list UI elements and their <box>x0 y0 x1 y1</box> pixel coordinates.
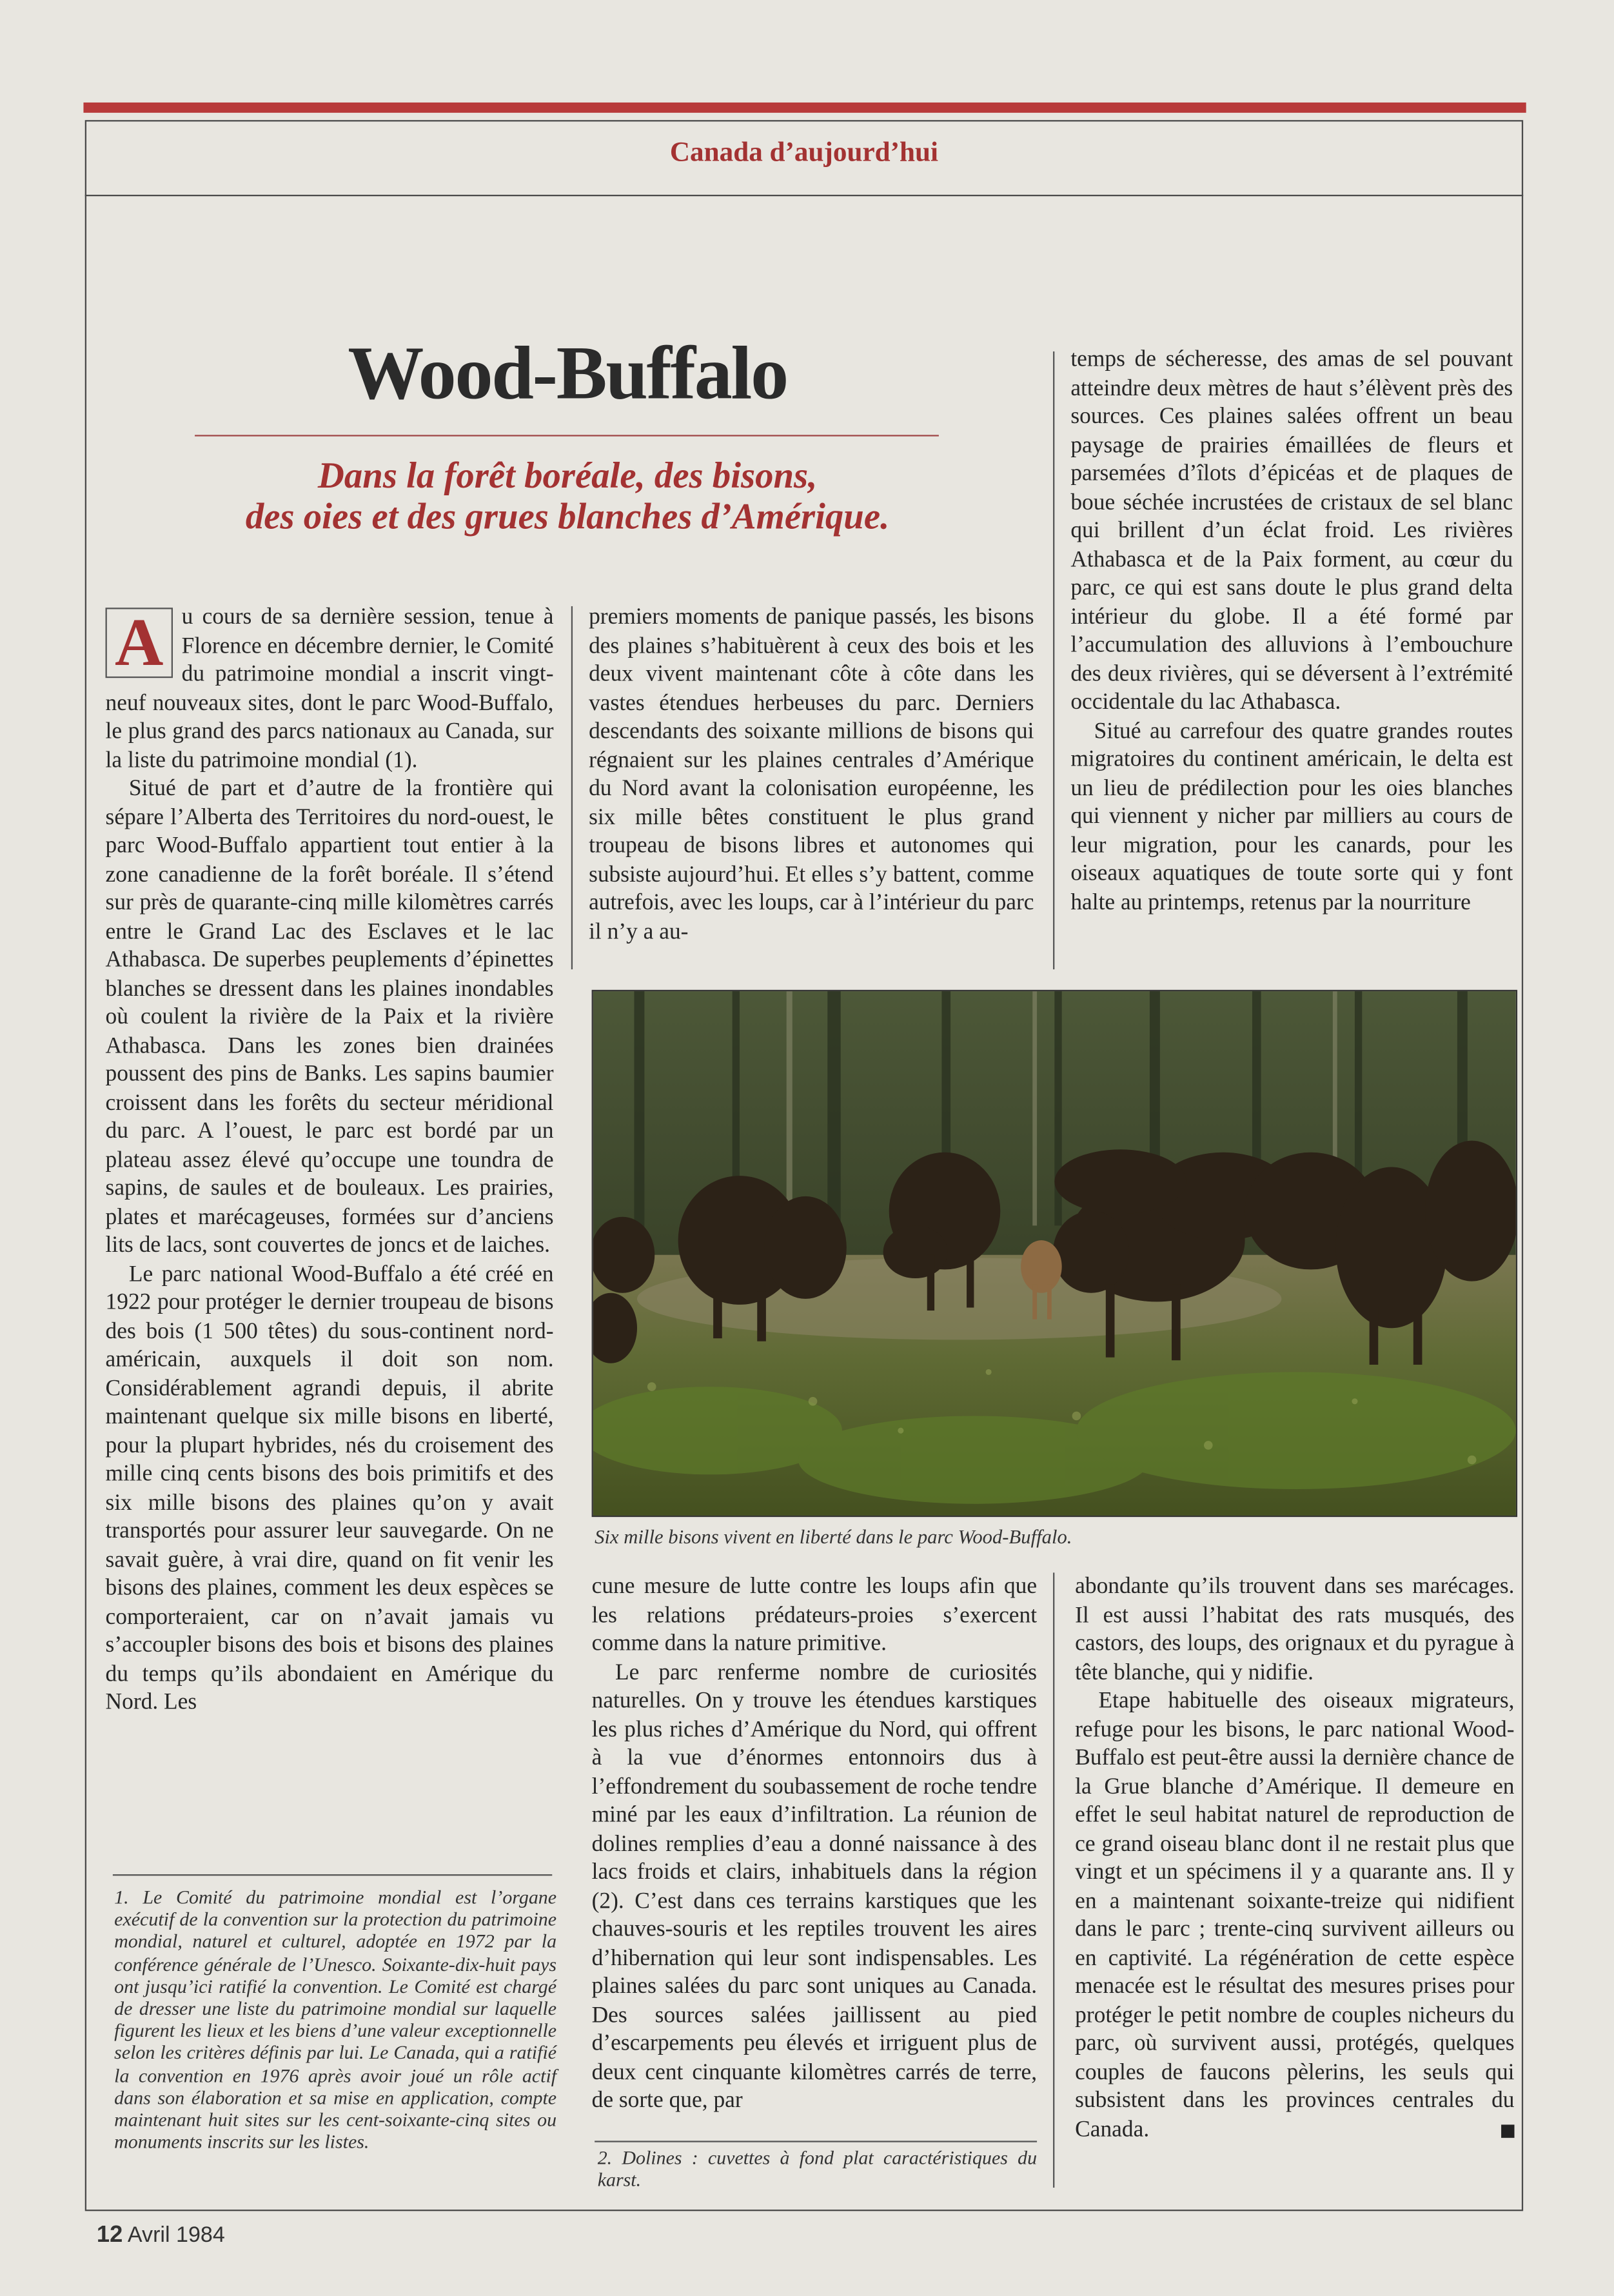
column-2-bottom <box>592 1572 1037 2115</box>
column-2-top: premiers moments de panique passés, les bisons des plaines s’habituèrent à ceux des bois et les deux vivent maintenant côte à côte dans les vastes étendues herbeuses du parc. Derniers descendants des soixante millions de bisons qui régnaient sur les plaines centrales d’Amérique du Nord avant la colonisation européenne, les six mille bêtes constituent le plus grand troupeau de bisons libres et autonomes qui subsiste aujourd’hui. Et elles s’y battent, comme autrefois, avec les loups, car à l’intérieur du parc il n’y a au- <box>589 604 1034 944</box>
paragraph: Le parc renferme nombre de curiosités naturelles. On y trouve les étendues karstiques les plus riches d’Amérique du Nord, qui offrent à la vue d’énormes entonnoirs dus à l’effondrement du soubassement de roche tendre miné par les eaux d’infiltration. La réunion de dolines remplies d’eau a donné naissance à des lacs froids et clairs, inhabituels dans la région (2). C’est dans ces terrains karstiques que les chauves-souris et les reptiles trouvent les aires d’hibernation qui leur sont indispensables. Les plaines salées du parc sont uniques au Canada. Des sources salées jaillissent au pied d’escarpements peu élevés et irriguent plus de deux cent cinquante kilomètres carrés de terre, de sorte que, par <box>591 1659 1038 2113</box>
paragraph: Le parc national Wood-Buffalo a été créé en 1922 pour protéger le dernier troupeau de bisons des bois (1 500 têtes) du sous-continent nord-américain, auxquels il doit son nom. Considérablement agrandi depuis, il abrite maintenant quelque six mille bisons en liberté, pour la plupart hybrides, nés du croisement des mille cinq cents bisons des bois primitifs et des six mille bisons des plaines qu’on y avait transportés pour assurer leur sauvegarde. On ne savait guère, à vrai dire, quand on fit venir les bisons des plaines, comment les deux espèces se comporteraient, car on n’avait jamais vu s’accoupler bisons des bois et bisons des plaines du temps qu’ils abondaient en Amérique du Nord. Les <box>105 1261 554 1715</box>
column-rule <box>571 606 573 969</box>
drop-cap: A <box>106 608 173 678</box>
title-rule <box>195 435 939 436</box>
paragraph: Situé de part et d’autre de la frontière qui sépare l’Alberta des Territoires du nord-ouest, le parc Wood-Buffalo appartient tout entier à la zone canadienne de la forêt boréale. Il s’étend sur près de quarante-cinq mille kilomètres carrés entre le Grand Lac des Esclaves et le lac Athabasca. De superbes peuplements d’épinettes blanches se dressent dans les plaines inondables où coulent la rivière de la Paix et la rivière Athabasca. Dans les zones bien drainées poussent des pins de Banks. Les sapins baumier croissent dans les forêts du secteur méridional du parc. A l’ouest, le parc est bordé par un plateau assez élevé qu’occupe une toundra de sapins, de saules et de bouleaux. Les prairies, plates et marécageuses, formées sur d’anciens lits de lacs, sont couvertes de joncs et de laiches. <box>105 776 554 1258</box>
header-separator <box>85 195 1523 196</box>
photo-caption: Six mille bisons vivent en liberté dans le parc Wood-Buffalo. <box>595 1525 1072 1548</box>
footnote-1: 1. Le Comité du patrimoine mondial est l’organe exécutif de la convention sur la protection du patrimoine mondial, naturel et culturel, adoptée en 1972 par la conférence générale de l’Unesco. Soixante-dix-huit pays ont jusqu’ici ratifié la convention. Le Comité est chargé de dresser une liste du patrimoine mondial sur laquelle figurent les lieux et les biens d’une valeur exceptionnelle selon les critères définis par lui. Le Canada, qui a ratifié la convention en 1976 après avoir joué un rôle actif dans son élaboration et sa mise en application, compte maintenant huit sites sur les cent-soixante-cinq sites ou monuments inscrits sur les listes. <box>114 1886 557 2153</box>
article-subtitle <box>161 457 974 539</box>
page-number: 12 <box>96 2222 123 2248</box>
subtitle-line-1: Dans la forêt boréale, des bisons, <box>317 457 818 497</box>
paragraph: Situé au carrefour des quatre grandes routes migratoires du continent américain, le delta est un lieu de prédilection pour les oies blanches qui viennent y nicher par milliers au cours de leur migration, pour les canards, pour les oiseaux aquatiques de toute sorte qui y font halte au printemps, retenus par la nourriture <box>1070 718 1513 915</box>
paragraph-text: Etape habituelle des oiseaux migrateurs, refuge pour les bisons, le parc national Wood-Buffalo est peut-être aussi la dernière chance de la Grue blanche d’Amérique. Il demeure en effet le seul habitat naturel de reproduction de ce grand oiseau blanc dont il ne restait plus que vingt et un spécimens il y a quarante ans. Il y en a maintenant soixante-treize qui nidifient dans le parc ; trente-cinq survivent ailleurs ou en captivité. La régénération de cette espèce menacée est le résultat des mesures prises pour protéger le petit nombre de couples nicheurs du parc, où survivent aussi, protégés, quelques couples de faucons pèlerins, les seuls qui subsistent dans les provinces centrales du Canada. <box>1075 1688 1515 2142</box>
paragraph <box>1075 1687 1514 2144</box>
footnote-2: 2. Dolines : cuvettes à fond plat caractéristiques du karst. <box>597 2146 1038 2191</box>
top-red-bar <box>83 103 1526 113</box>
article-title: Wood-Buffalo <box>348 332 787 416</box>
paragraph: cune mesure de lutte contre les loups afin que les relations prédateurs-proies s’exercent comme dans la nature primitive. <box>591 1574 1038 1656</box>
column-3-top <box>1070 346 1513 916</box>
subtitle-line-2: des oies et des grues blanches d’Amérique. <box>245 497 890 538</box>
issue-date: Avril 1984 <box>127 2222 225 2248</box>
column-1 <box>106 603 554 1717</box>
folio <box>97 2222 225 2249</box>
column-rule <box>1053 351 1054 969</box>
paragraph: abondante qu’ils trouvent dans ses marécages. Il est aussi l’habitat des rats musqués, des castors, des loups, des orignaux et du pyrague à tête blanche, qui y nidifie. <box>1075 1574 1515 1685</box>
section-header: Canada d’aujourd’hui <box>669 137 938 169</box>
column-rule <box>1053 1572 1054 2188</box>
bison-photo <box>592 990 1517 1517</box>
paragraph: u cours de sa dernière session, tenue à Florence en décembre dernier, le Comité du patrimoine mondial a inscrit vingt-neuf nouveaux sites, dont le parc Wood-Buffalo, le plus grand des parcs nationaux au Canada, sur la liste du patrimoine mondial (1). <box>105 604 554 773</box>
end-of-article-mark <box>1501 2124 1514 2137</box>
footnote-rule <box>113 1874 552 1875</box>
footnote-rule <box>595 2141 1037 2142</box>
column-3-bottom <box>1075 1572 1514 2143</box>
paragraph: temps de sécheresse, des amas de sel pouvant atteindre deux mètres de haut s’élèvent près des sources. Ces plaines salées offrent un beau paysage de prairies émaillées de fleurs et parsemées d’îlots d’épicéas et de plaques de boue séchée incrustées de cristaux de sel blanc qui brillent d’un éclat froid. Les rivières Athabasca et de la Paix forment, au cœur du parc, ce qui est sans doute le plus grand delta intérieur du globe. Il a été formé par l’accumulation des alluvions à l’embouchure des deux rivières, qui se déversent à l’extrémité occidentale du lac Athabasca. <box>1070 347 1513 715</box>
